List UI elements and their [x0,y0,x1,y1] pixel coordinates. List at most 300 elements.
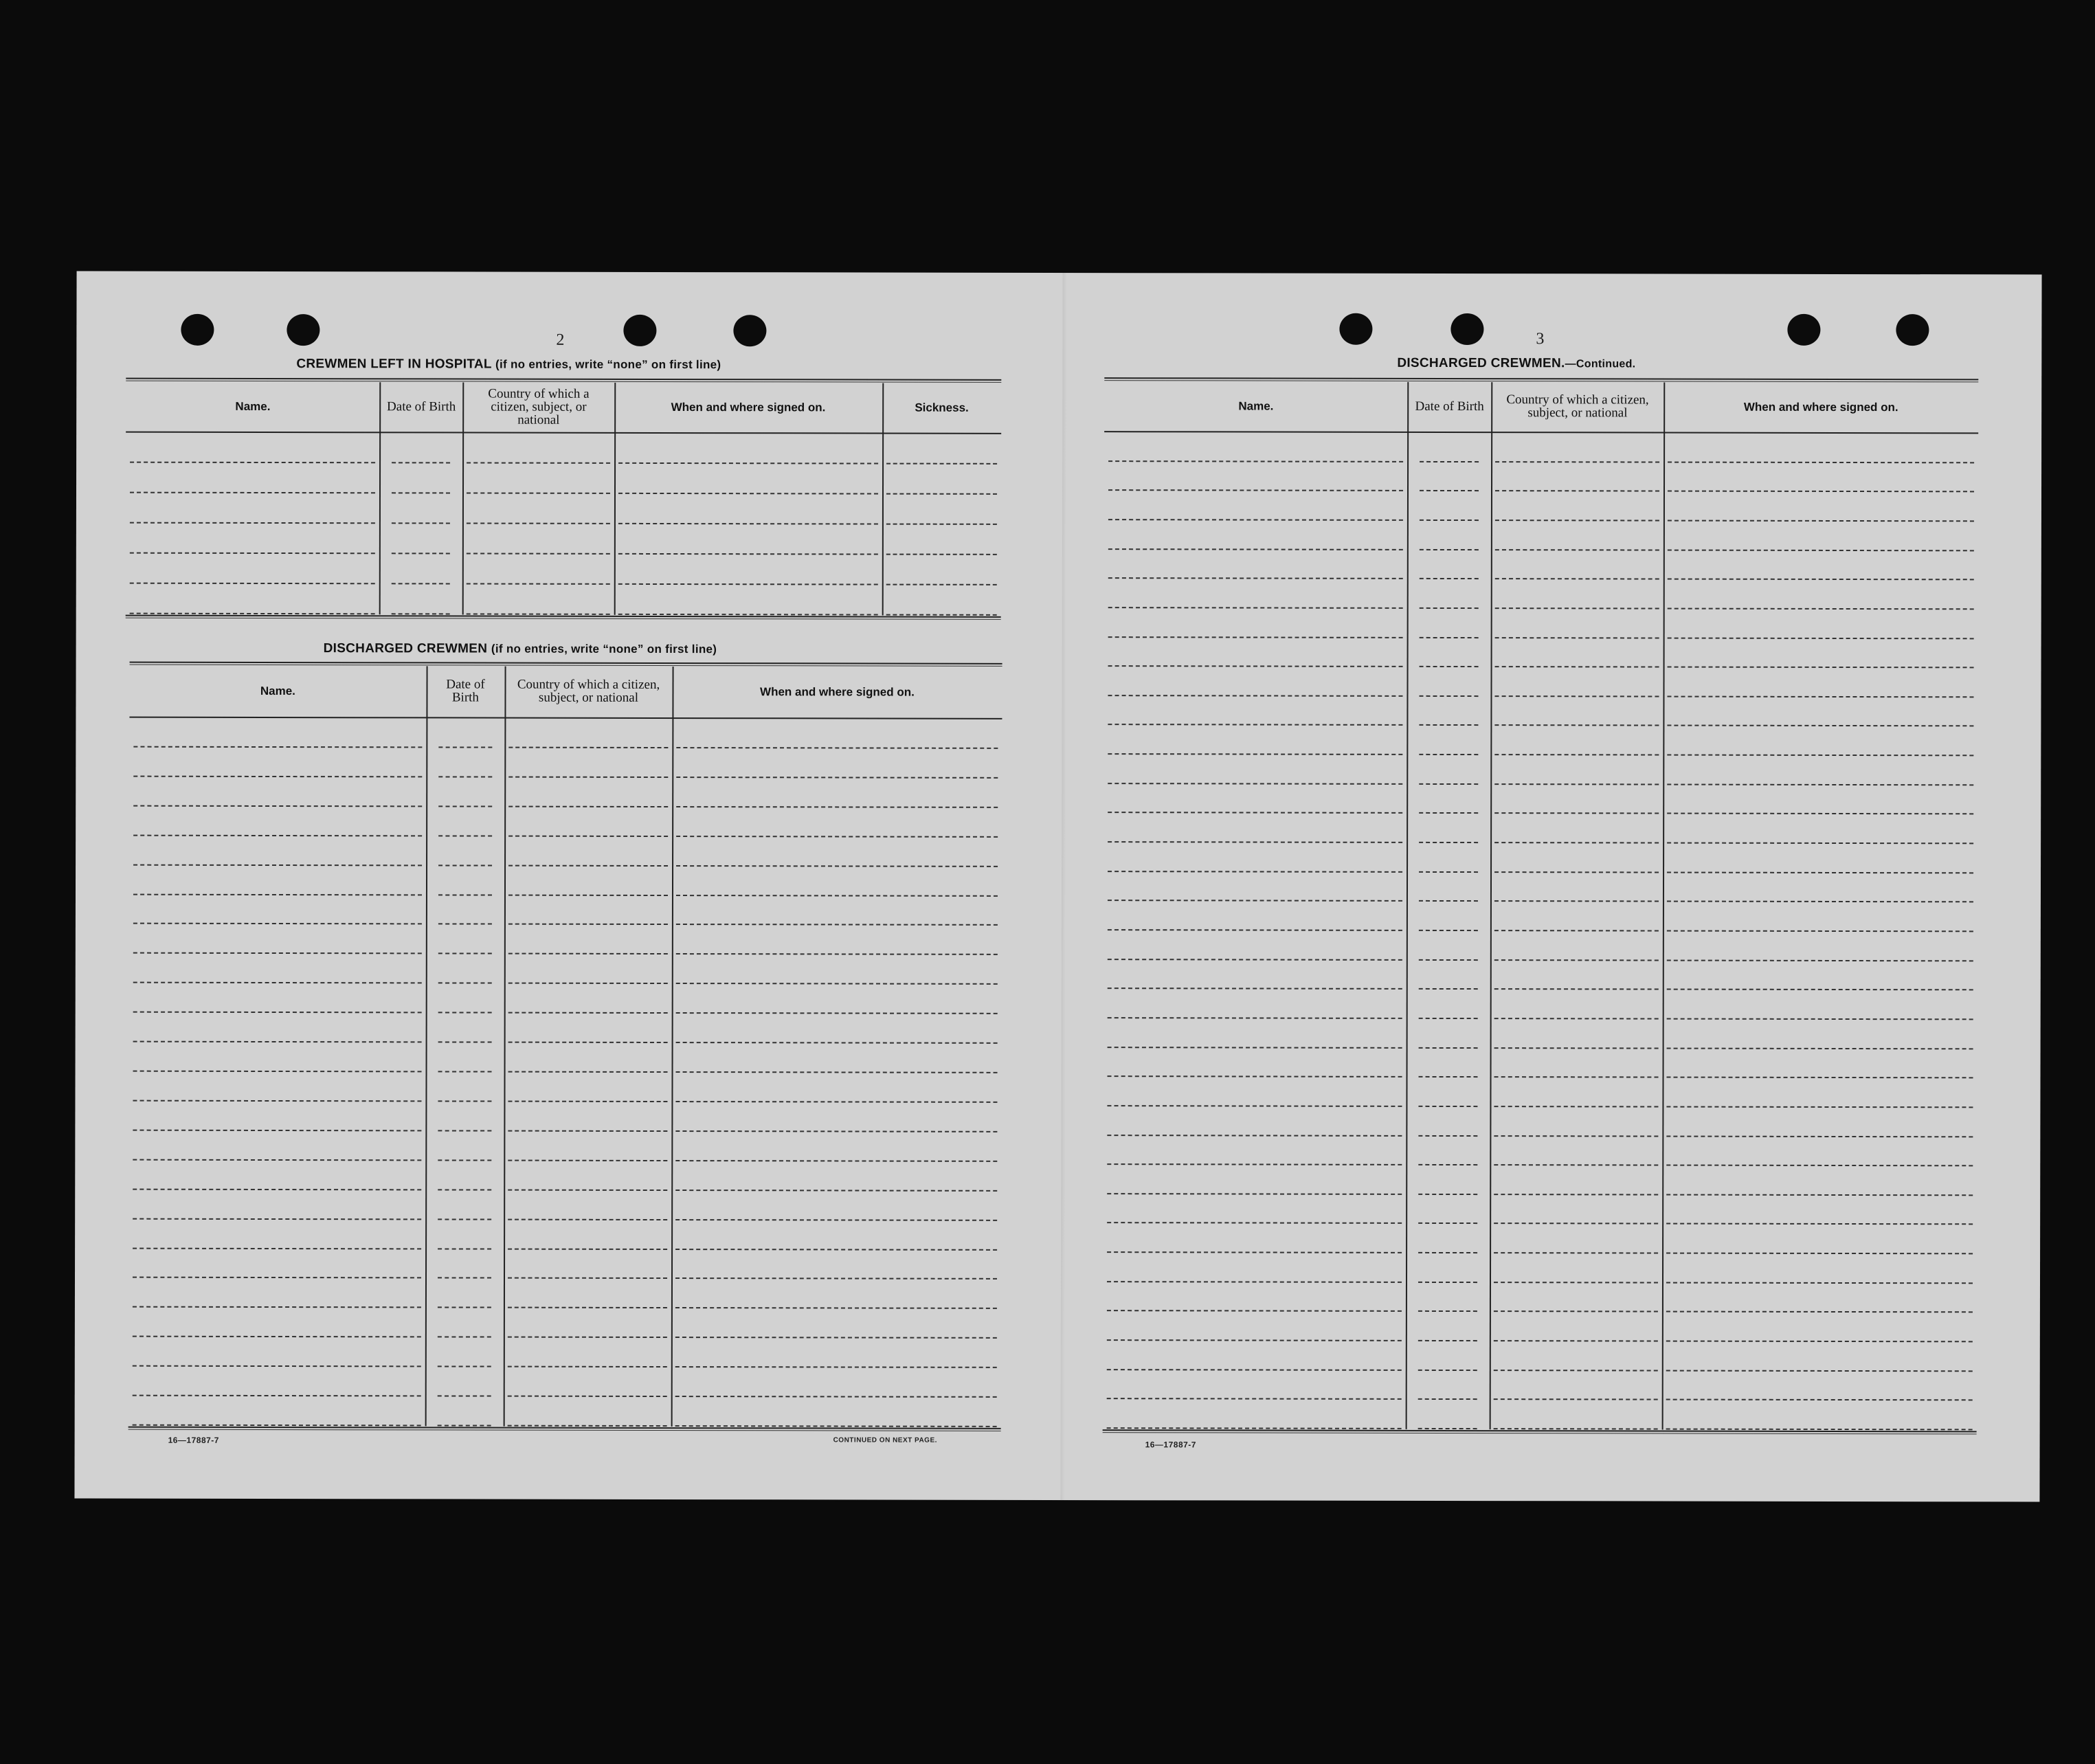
entry-line[interactable] [1668,491,1974,493]
entry-line[interactable] [676,953,998,955]
entry-line[interactable] [508,894,668,895]
entry-line[interactable] [1495,783,1659,785]
entry-line[interactable] [508,747,668,748]
entry-line[interactable] [438,1130,491,1131]
right-footer-code: 16—17887-7 [1145,1440,1196,1450]
entry-line[interactable] [1494,1106,1659,1107]
entry-line[interactable] [1419,1164,1478,1165]
entry-line[interactable] [1419,1018,1478,1019]
entry-line[interactable] [508,1337,667,1338]
entry-line[interactable] [676,836,998,838]
entry-line[interactable] [1667,783,1973,785]
entry-line[interactable] [438,1159,491,1161]
entry-line[interactable] [1108,929,1402,931]
column-rule [504,667,506,1427]
scanned-form-sheet [74,271,2041,1502]
entry-line[interactable] [1108,812,1402,814]
entry-line[interactable] [675,1190,997,1192]
entry-line[interactable] [1419,959,1478,961]
entry-line[interactable] [1494,1135,1659,1137]
entry-line[interactable] [1494,1223,1659,1225]
entry-line[interactable] [676,1042,998,1044]
column-header: When and where signed on. [760,684,915,699]
entry-line[interactable] [676,1012,998,1014]
entry-line[interactable] [438,924,492,925]
entry-line[interactable] [467,492,609,493]
entry-line[interactable] [438,864,492,866]
entry-line[interactable] [508,1277,667,1279]
entry-line[interactable] [438,1100,491,1102]
entry-line[interactable] [508,1012,668,1014]
entry-line[interactable] [1108,577,1403,579]
entry-line[interactable] [1494,1252,1659,1253]
entry-line[interactable] [508,1189,667,1190]
entry-line[interactable] [676,747,998,749]
entry-line[interactable] [1666,1253,1973,1255]
entry-line[interactable] [1108,783,1402,785]
entry-line[interactable] [133,775,422,777]
entry-line[interactable] [133,746,422,748]
entry-line[interactable] [1420,578,1479,579]
header-rule [129,717,1002,719]
entry-line[interactable] [1666,1194,1973,1196]
entry-line[interactable] [467,552,609,554]
entry-line[interactable] [1494,959,1659,961]
entry-line[interactable] [438,1042,491,1043]
entry-line[interactable] [133,1336,421,1338]
entry-line[interactable] [133,1188,421,1190]
entry-line[interactable] [1494,900,1659,902]
entry-line[interactable] [1494,1340,1658,1341]
entry-line[interactable] [1107,1310,1402,1313]
entry-line[interactable] [1108,519,1403,521]
entry-line[interactable] [133,1159,421,1161]
entry-line[interactable] [1494,1370,1658,1371]
entry-line[interactable] [392,613,450,614]
entry-line[interactable] [508,1101,668,1102]
entry-line[interactable] [618,553,878,555]
entry-line[interactable] [1667,1047,1973,1049]
column-header: Name. [235,399,271,413]
entry-line[interactable] [1494,930,1659,931]
entry-line[interactable] [467,613,609,614]
entry-line[interactable] [438,746,492,748]
entry-line[interactable] [133,834,422,836]
entry-line[interactable] [1107,1398,1402,1400]
entry-line[interactable] [1107,1193,1402,1195]
entry-line[interactable] [438,1189,491,1190]
entry-line[interactable] [1419,1076,1478,1078]
entry-line[interactable] [1420,695,1479,697]
entry-line[interactable] [133,982,422,984]
entry-line[interactable] [1667,813,1973,815]
entry-line[interactable] [1107,1369,1402,1371]
entry-line[interactable] [1666,1282,1973,1284]
entry-line[interactable] [675,1396,997,1398]
entry-line[interactable] [1494,1076,1659,1078]
entry-line[interactable] [1667,901,1973,903]
table-bottom-rule [1103,1429,1977,1434]
entry-line[interactable] [392,492,450,493]
column-header: When and where signed on. [671,400,826,414]
entry-line[interactable] [1419,1106,1478,1107]
entry-line[interactable] [1107,1251,1402,1253]
punch-hole [1896,314,1929,346]
entry-line[interactable] [1108,871,1402,873]
entry-line[interactable] [886,554,997,555]
entry-line[interactable] [1666,1135,1973,1137]
entry-line[interactable] [1668,579,1974,581]
entry-line[interactable] [1496,461,1660,462]
entry-line[interactable] [886,584,996,585]
entry-line[interactable] [675,1249,997,1251]
entry-line[interactable] [1418,1370,1477,1371]
entry-line[interactable] [1494,1047,1659,1049]
header-rule [126,432,1001,434]
entry-line[interactable] [130,492,375,494]
entry-line[interactable] [130,462,375,464]
column-rule [882,383,884,616]
entry-line[interactable] [1667,1077,1973,1079]
entry-line[interactable] [1495,578,1659,579]
center-fold [1060,273,1066,1500]
entry-line[interactable] [508,1396,667,1397]
hospital-table [126,378,1002,620]
column-rule [425,666,427,1426]
entry-line[interactable] [1667,871,1973,873]
entry-line[interactable] [1419,1135,1478,1136]
entry-line[interactable] [675,1130,997,1132]
entry-line[interactable] [437,1425,491,1426]
entry-line[interactable] [1108,900,1402,902]
table-bottom-rule [126,615,1001,620]
entry-line[interactable] [508,1248,667,1249]
entry-line[interactable] [1495,754,1659,755]
entry-line[interactable] [133,1365,421,1367]
entry-line[interactable] [1418,1252,1477,1253]
entry-line[interactable] [1419,1222,1478,1224]
entry-line[interactable] [133,1041,422,1043]
entry-line[interactable] [1495,871,1659,873]
entry-line[interactable] [1495,842,1659,843]
entry-line[interactable] [438,1337,491,1338]
entry-line[interactable] [1495,549,1659,550]
entry-line[interactable] [133,1395,421,1397]
entry-line[interactable] [675,1337,997,1339]
entry-line[interactable] [133,952,422,954]
entry-line[interactable] [1108,724,1402,726]
entry-line[interactable] [1108,695,1402,697]
entry-line[interactable] [438,983,492,984]
entry-line[interactable] [675,1071,997,1073]
entry-line[interactable] [675,1219,997,1221]
entry-line[interactable] [438,835,492,836]
entry-line[interactable] [618,462,878,465]
entry-line[interactable] [1107,1163,1402,1165]
entry-line[interactable] [1668,607,1974,610]
hospital-title-note: (if no entries, write “none” on first line) [495,357,721,372]
entry-line[interactable] [1420,724,1479,726]
entry-line[interactable] [133,805,422,807]
entry-line[interactable] [438,894,492,895]
entry-line[interactable] [1495,666,1659,667]
entry-line[interactable] [676,983,998,985]
entry-line[interactable] [437,1396,491,1397]
entry-line[interactable] [1420,520,1479,521]
entry-line[interactable] [133,1100,421,1102]
entry-line[interactable] [133,1247,421,1249]
entry-line[interactable] [618,583,878,585]
entry-line[interactable] [508,953,668,954]
entry-line[interactable] [438,1218,491,1220]
entry-line[interactable] [1419,1194,1478,1195]
entry-line[interactable] [675,1160,997,1162]
entry-line[interactable] [886,493,997,495]
continued-note: CONTINUED ON NEXT PAGE. [833,1436,937,1444]
entry-line[interactable] [1419,900,1478,902]
entry-line[interactable] [1495,490,1659,491]
entry-line[interactable] [886,524,997,525]
entry-line[interactable] [1666,1223,1973,1225]
entry-line[interactable] [1668,667,1974,669]
entry-line[interactable] [133,1012,422,1014]
column-rule [614,383,616,615]
entry-line[interactable] [1108,1075,1402,1078]
entry-line[interactable] [438,1071,491,1072]
entry-line[interactable] [1495,813,1659,814]
column-header: Date of Birth [1415,399,1484,414]
discharged-title-note: (if no entries, write “none” on first line) [491,642,717,656]
column-rule [1490,382,1493,1429]
entry-line[interactable] [1419,930,1478,931]
entry-line[interactable] [1668,637,1974,639]
entry-line[interactable] [1494,1018,1659,1019]
entry-line[interactable] [133,864,422,866]
entry-line[interactable] [1667,842,1973,845]
entry-line[interactable] [1666,1399,1973,1401]
entry-line[interactable] [130,552,375,555]
entry-line[interactable] [1108,636,1403,638]
entry-line[interactable] [1494,1282,1658,1283]
entry-line[interactable] [508,835,668,836]
entry-line[interactable] [1108,1017,1402,1019]
column-header: Country of which a citizen, subject, or national [488,386,590,427]
header-rule [1104,431,1978,434]
entry-line[interactable] [1666,1370,1973,1372]
hospital-title-text: CREWMEN LEFT IN HOSPITAL [296,357,492,372]
entry-line[interactable] [508,1130,667,1131]
entry-line[interactable] [1420,666,1479,667]
column-rule [379,382,381,614]
entry-line[interactable] [676,865,998,867]
entry-line[interactable] [886,614,996,616]
entry-line[interactable] [508,776,668,777]
entry-line[interactable] [1418,1282,1477,1283]
entry-line[interactable] [133,1071,422,1073]
entry-line[interactable] [675,1366,997,1368]
entry-line[interactable] [438,1277,491,1279]
entry-line[interactable] [1419,988,1478,990]
entry-line[interactable] [508,1366,667,1367]
entry-line[interactable] [1107,1281,1402,1283]
entry-line[interactable] [438,1248,491,1249]
punch-hole [733,315,766,346]
entry-line[interactable] [1420,548,1479,550]
table-top-rule [130,662,1002,667]
right-page-number: 3 [1536,330,1545,348]
entry-line[interactable] [1667,989,1973,991]
entry-line[interactable] [1494,1164,1659,1165]
entry-line[interactable] [618,523,878,525]
entry-line[interactable] [392,462,451,463]
entry-line[interactable] [508,1307,667,1308]
table-top-rule [126,378,1001,383]
entry-line[interactable] [1418,1340,1477,1341]
entry-line[interactable] [1667,755,1973,757]
entry-line[interactable] [508,983,668,984]
entry-line[interactable] [1668,461,1974,463]
entry-line[interactable] [675,1101,997,1103]
entry-line[interactable] [467,462,610,463]
entry-line[interactable] [1667,1018,1973,1020]
entry-line[interactable] [1107,1105,1402,1107]
discharged-table [128,662,1002,1431]
entry-line[interactable] [508,864,668,866]
entry-line[interactable] [1495,637,1659,638]
punch-hole [1450,313,1483,345]
entry-line[interactable] [1494,1428,1658,1429]
entry-line[interactable] [508,1042,668,1043]
entry-line[interactable] [508,1159,667,1161]
column-header: Country of which a citizen, subject, or national [517,677,660,705]
entry-line[interactable] [1420,607,1479,609]
entry-line[interactable] [438,1366,491,1367]
entry-line[interactable] [438,805,492,807]
entry-line[interactable] [392,583,450,584]
entry-line[interactable] [1495,607,1659,609]
entry-line[interactable] [1107,1222,1402,1225]
entry-line[interactable] [438,953,492,954]
entry-line[interactable] [1494,1398,1658,1400]
entry-line[interactable] [1108,959,1402,961]
entry-line[interactable] [1420,490,1479,491]
entry-line[interactable] [1420,783,1479,785]
entry-line[interactable] [1108,489,1403,491]
entry-line[interactable] [392,522,450,524]
entry-line[interactable] [438,776,492,777]
entry-line[interactable] [1419,842,1478,843]
entry-line[interactable] [1495,520,1659,521]
entry-line[interactable] [1667,959,1973,961]
entry-line[interactable] [1418,1310,1477,1312]
column-header: Country of which a citizen, subject, or national [1506,392,1649,421]
entry-line[interactable] [130,522,375,524]
entry-line[interactable] [1418,1398,1477,1400]
entry-line[interactable] [1667,725,1973,727]
entry-line[interactable] [508,1425,667,1427]
entry-line[interactable] [1108,665,1403,667]
entry-line[interactable] [886,463,997,465]
entry-line[interactable] [133,1277,421,1279]
entry-line[interactable] [133,1218,421,1220]
entry-line[interactable] [675,1277,997,1280]
entry-line[interactable] [508,1218,667,1220]
entry-line[interactable] [1420,461,1479,462]
entry-line[interactable] [1668,520,1974,522]
left-page-number: 2 [556,331,565,349]
punch-hole [181,314,214,346]
entry-line[interactable] [1419,871,1478,873]
entry-line[interactable] [1108,548,1403,550]
column-rule [671,667,674,1427]
discharged-title-text: DISCHARGED CREWMEN [323,641,488,656]
entry-line[interactable] [1107,1135,1402,1137]
entry-line[interactable] [1420,754,1479,755]
entry-line[interactable] [1495,695,1659,697]
entry-line[interactable] [1108,607,1403,609]
entry-line[interactable] [1418,1428,1477,1429]
entry-line[interactable] [438,1012,491,1014]
entry-line[interactable] [1108,841,1402,843]
entry-line[interactable] [1494,1311,1658,1313]
entry-line[interactable] [1666,1165,1973,1167]
entry-line[interactable] [392,552,450,554]
entry-line[interactable] [1107,1339,1402,1341]
entry-line[interactable] [676,924,998,926]
entry-line[interactable] [133,923,422,925]
entry-line[interactable] [676,895,998,897]
entry-line[interactable] [1668,549,1974,551]
entry-line[interactable] [1420,812,1479,814]
entry-line[interactable] [1494,988,1659,990]
column-header: When and where signed on. [1743,400,1898,414]
entry-line[interactable] [1108,753,1402,755]
entry-line[interactable] [133,1306,421,1308]
entry-line[interactable] [1108,460,1403,462]
column-header: Name. [260,684,295,697]
entry-line[interactable] [1494,1194,1659,1195]
entry-line[interactable] [467,522,609,524]
column-header: Name. [1238,399,1274,413]
entry-line[interactable] [1667,930,1973,933]
entry-line[interactable] [1495,725,1659,726]
column-rule [1406,382,1409,1429]
entry-line[interactable] [676,806,998,808]
discharged-section-title [324,641,717,657]
entry-line[interactable] [676,777,998,779]
entry-line[interactable] [508,1071,668,1073]
entry-line[interactable] [1108,1047,1402,1049]
entry-line[interactable] [1420,636,1479,638]
entry-line[interactable] [133,1129,421,1131]
entry-line[interactable] [675,1307,997,1309]
entry-line[interactable] [508,924,668,925]
entry-line[interactable] [1666,1311,1973,1313]
entry-line[interactable] [130,583,375,585]
entry-line[interactable] [1108,987,1402,990]
entry-line[interactable] [1666,1341,1973,1343]
entry-line[interactable] [1668,695,1974,697]
entry-line[interactable] [1419,1047,1478,1048]
table-bottom-rule [128,1427,1001,1431]
entry-line[interactable] [1667,1106,1973,1108]
entry-line[interactable] [133,893,422,895]
entry-line[interactable] [438,1307,491,1308]
entry-line[interactable] [467,583,609,584]
entry-line[interactable] [618,493,878,495]
hospital-section-title [296,357,721,372]
entry-line[interactable] [508,805,668,807]
